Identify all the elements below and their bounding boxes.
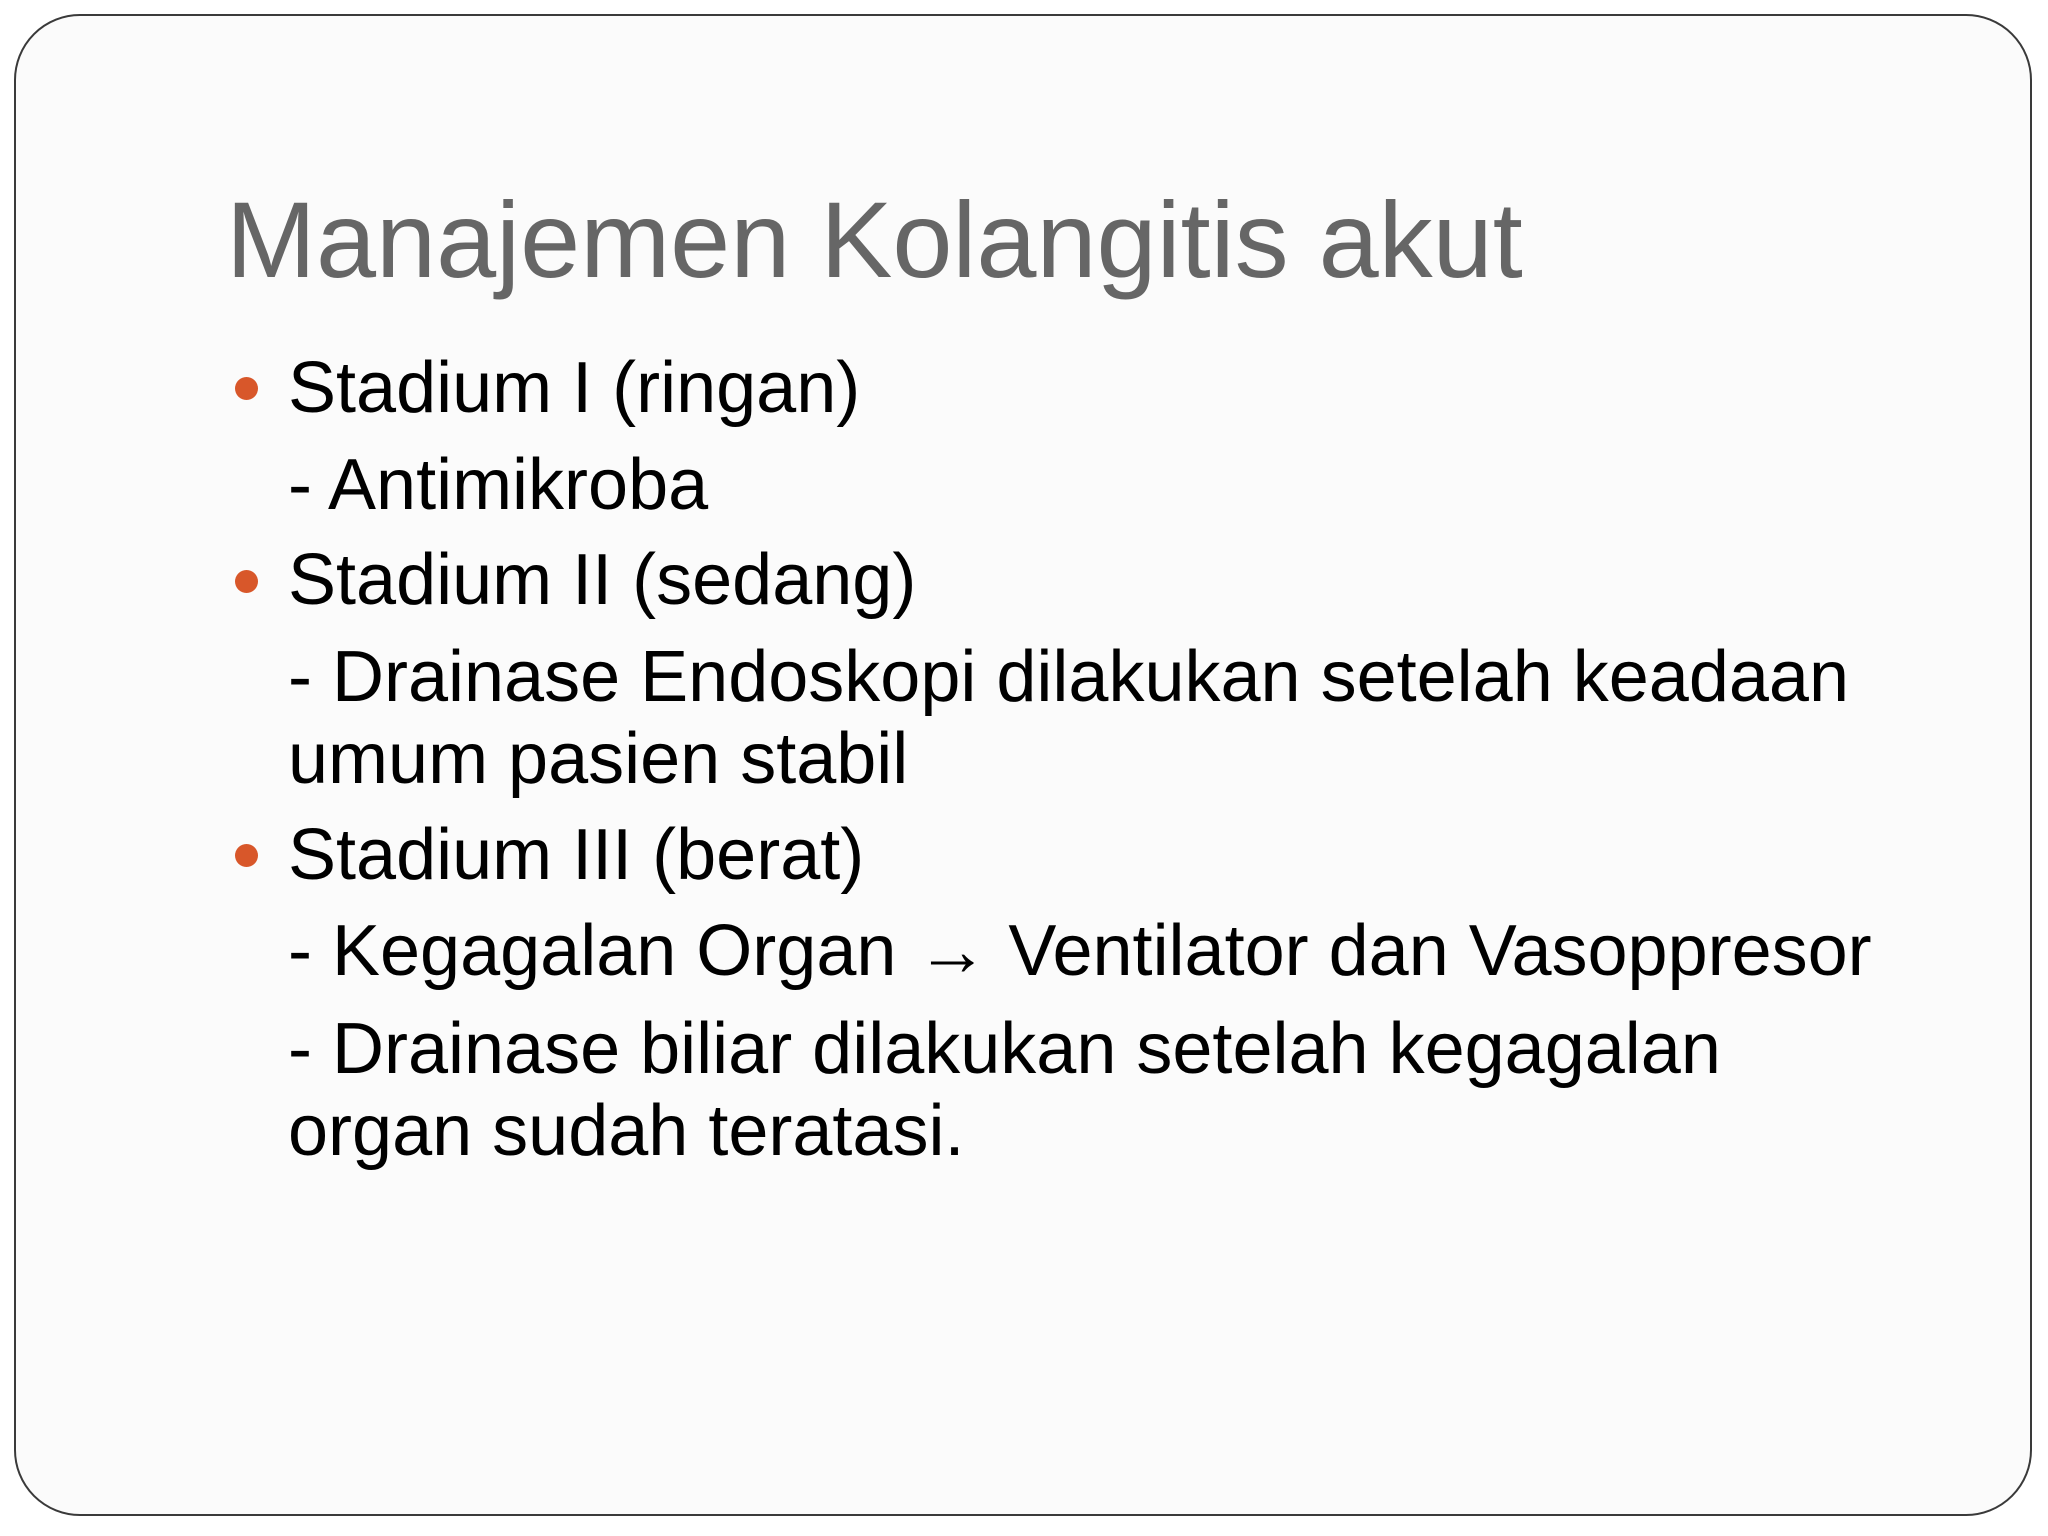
list-item-stadium-3: Stadium III (berat) [288, 815, 865, 895]
bullet-dot-icon [235, 570, 258, 593]
list-item-detail-continued: organ sudah teratasi. [288, 1091, 965, 1171]
list-item-detail-continued: umum pasien stabil [288, 719, 909, 799]
bullet-list [16, 16, 2030, 1514]
list-item-detail: - Drainase biliar dilakukan setelah kegagalan [288, 1009, 1721, 1089]
list-item-detail: - Drainase Endoskopi dilakukan setelah keadaan [288, 637, 1850, 717]
bullet-dot-icon [235, 377, 258, 400]
slide-title: Manajemen Kolangitis akut [226, 179, 1523, 300]
list-item-stadium-1: Stadium I (ringan) [288, 348, 861, 428]
bullet-dot-icon [235, 844, 258, 867]
list-item-detail: - Kegagalan Organ → Ventilator dan Vasoppresor [288, 911, 1872, 991]
list-item-stadium-2: Stadium II (sedang) [288, 540, 917, 620]
list-item-detail: - Antimikroba [288, 445, 709, 525]
slide [14, 14, 2032, 1516]
